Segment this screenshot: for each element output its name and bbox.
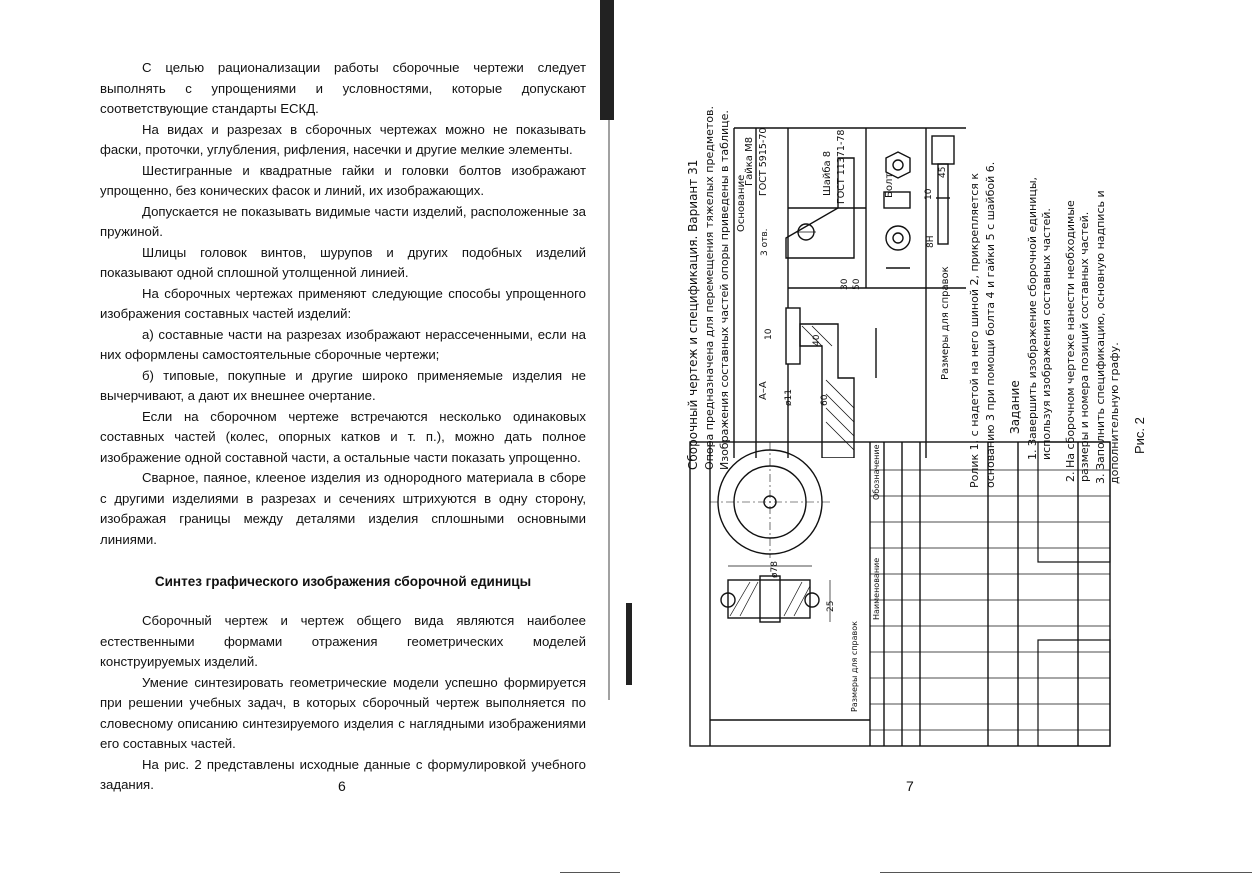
binding-line xyxy=(608,120,610,700)
section-title: Синтез графического изображения сборочной единицы xyxy=(154,574,532,589)
scan-line xyxy=(560,872,620,873)
paragraph: Шлицы головок винтов, шурупов и других подобных изделий показывают одной сплошной утолщенной линией. xyxy=(100,244,586,280)
dimension-label: ø11 xyxy=(784,389,794,406)
paragraph: Умение синтезировать геометрические модели успешно формируется при решении учебных задач, в которых сборочный чертеж выполняется по словесному описанию синтезируемого изделия с наглядными изображениями его составных частей. xyxy=(100,674,586,751)
dimension-label: 45 xyxy=(938,166,948,178)
paragraph: Сварное, паяное, клееное изделия из однородного материала в сборе с другими изделиями в разрезах и сечениях штрихуются в одну сторону, изображая границы между деталями изделия сплошными основными линиями. xyxy=(100,470,586,547)
dimension-label: 60 xyxy=(820,394,830,406)
description-text: основанию 3 при помощи болта 4 и гайки 5 с шайбой 6. xyxy=(984,161,997,488)
paragraph: а) составные части на разрезах изображают нерассеченными, если на них оформлены самостоятельные сборочные чертежи; xyxy=(100,326,586,362)
task-item: 2. На сборочном чертеже нанести необходимые xyxy=(1064,200,1077,482)
section-label: А–А xyxy=(758,381,769,400)
paragraph: С целью рационализации работы сборочные чертежи следует выполнять с упрощениями и условностями, которые допускают соответствующие стандарты ЕСКД. xyxy=(100,60,586,116)
bolt-label: Болт xyxy=(884,172,895,198)
paragraph: Если на сборочном чертеже встречаются несколько одинаковых составных частей (колес, опорных катков и т. п.), можно дать полное изображение одной составной части, а остальные части показать упрощенно. xyxy=(100,408,586,465)
dimension-label: ø78 xyxy=(770,561,780,578)
part-label-base: Основание xyxy=(736,174,747,232)
washer-gost: ГОСТ 11371-78 xyxy=(836,129,847,204)
figure-label: Рис. 2 xyxy=(1132,417,1147,454)
binding-clip xyxy=(626,603,632,685)
stamp-label: Наименование xyxy=(872,557,881,620)
ref-dims-label: Размеры для справок xyxy=(940,266,951,380)
paragraph: Допускается не показывать видимые части изделий, расположенные за пружиной. xyxy=(100,203,586,239)
dimension-label: 10 xyxy=(924,188,934,200)
washer-label: Шайба 8 xyxy=(822,150,833,196)
dimension-label: 50 xyxy=(852,278,862,290)
drawing-title: Сборочный чертеж и спецификация. Вариант 31 xyxy=(686,159,700,470)
left-page xyxy=(100,58,586,796)
dimension-label: 10 xyxy=(764,328,774,340)
stamp-label: Размеры для справок xyxy=(850,621,859,712)
dimension-label: 40 xyxy=(812,334,822,346)
paragraph: На сборочных чертежах применяют следующие способы упрощенного изображения составных частей изделий: xyxy=(100,285,586,321)
dimension-label: 3 отв. xyxy=(760,228,770,256)
task-title: Задание xyxy=(1008,380,1022,434)
page-number-left: 6 xyxy=(338,778,346,794)
task-item: размеры и номера позиций составных частей. xyxy=(1078,211,1091,482)
dimension-label: 8Н xyxy=(926,235,936,248)
description-text: Ролик 1, с надетой на него шиной 2, прикрепляется к xyxy=(968,172,981,488)
dimension-label: 30 xyxy=(840,278,850,290)
paragraph: Шестигранные и квадратные гайки и головки болтов изображают упрощенно, без конических фасок и линий, их изображающих. xyxy=(100,162,586,198)
nut-label: Гайка М8 xyxy=(744,136,755,186)
dimension-label: 25 xyxy=(826,600,836,612)
assembly-sheet xyxy=(688,440,1112,748)
drawing-subtitle: Опора предназначена для перемещения тяжелых предметов. xyxy=(703,105,716,470)
task-item: дополнительную графу. xyxy=(1108,342,1121,484)
scan-line xyxy=(880,872,1252,873)
page-number-right: 7 xyxy=(906,778,914,794)
stamp-label: Обозначение xyxy=(872,444,881,500)
paragraph: Сборочный чертеж и чертеж общего вида являются наиболее естественными формами отражения геометрических моделей конструируемых изделий. xyxy=(100,613,586,669)
drawing-subtitle: Изображения составных частей опоры приведены в таблице. xyxy=(718,110,731,470)
task-item: 1. Завершить изображение сборочной единицы, xyxy=(1026,176,1039,460)
paragraph: На рис. 2 представлены исходные данные с формулировкой учебного задания. xyxy=(100,756,586,792)
task-item: используя изображения составных частей. xyxy=(1040,208,1053,460)
task-item: 3. Заполнить спецификацию, основную надпись и xyxy=(1094,190,1107,484)
binding-shadow xyxy=(600,0,614,120)
paragraph: б) типовые, покупные и другие широко применяемые изделия не вычерчивают, а дают их внешнее очертание. xyxy=(100,367,586,403)
nut-gost: ГОСТ 5915-70 xyxy=(758,127,769,196)
paragraph: На видах и разрезах в сборочных чертежах можно не показывать фаски, проточки, углубления, рифления, насечки и другие мелкие элементы. xyxy=(100,121,586,157)
